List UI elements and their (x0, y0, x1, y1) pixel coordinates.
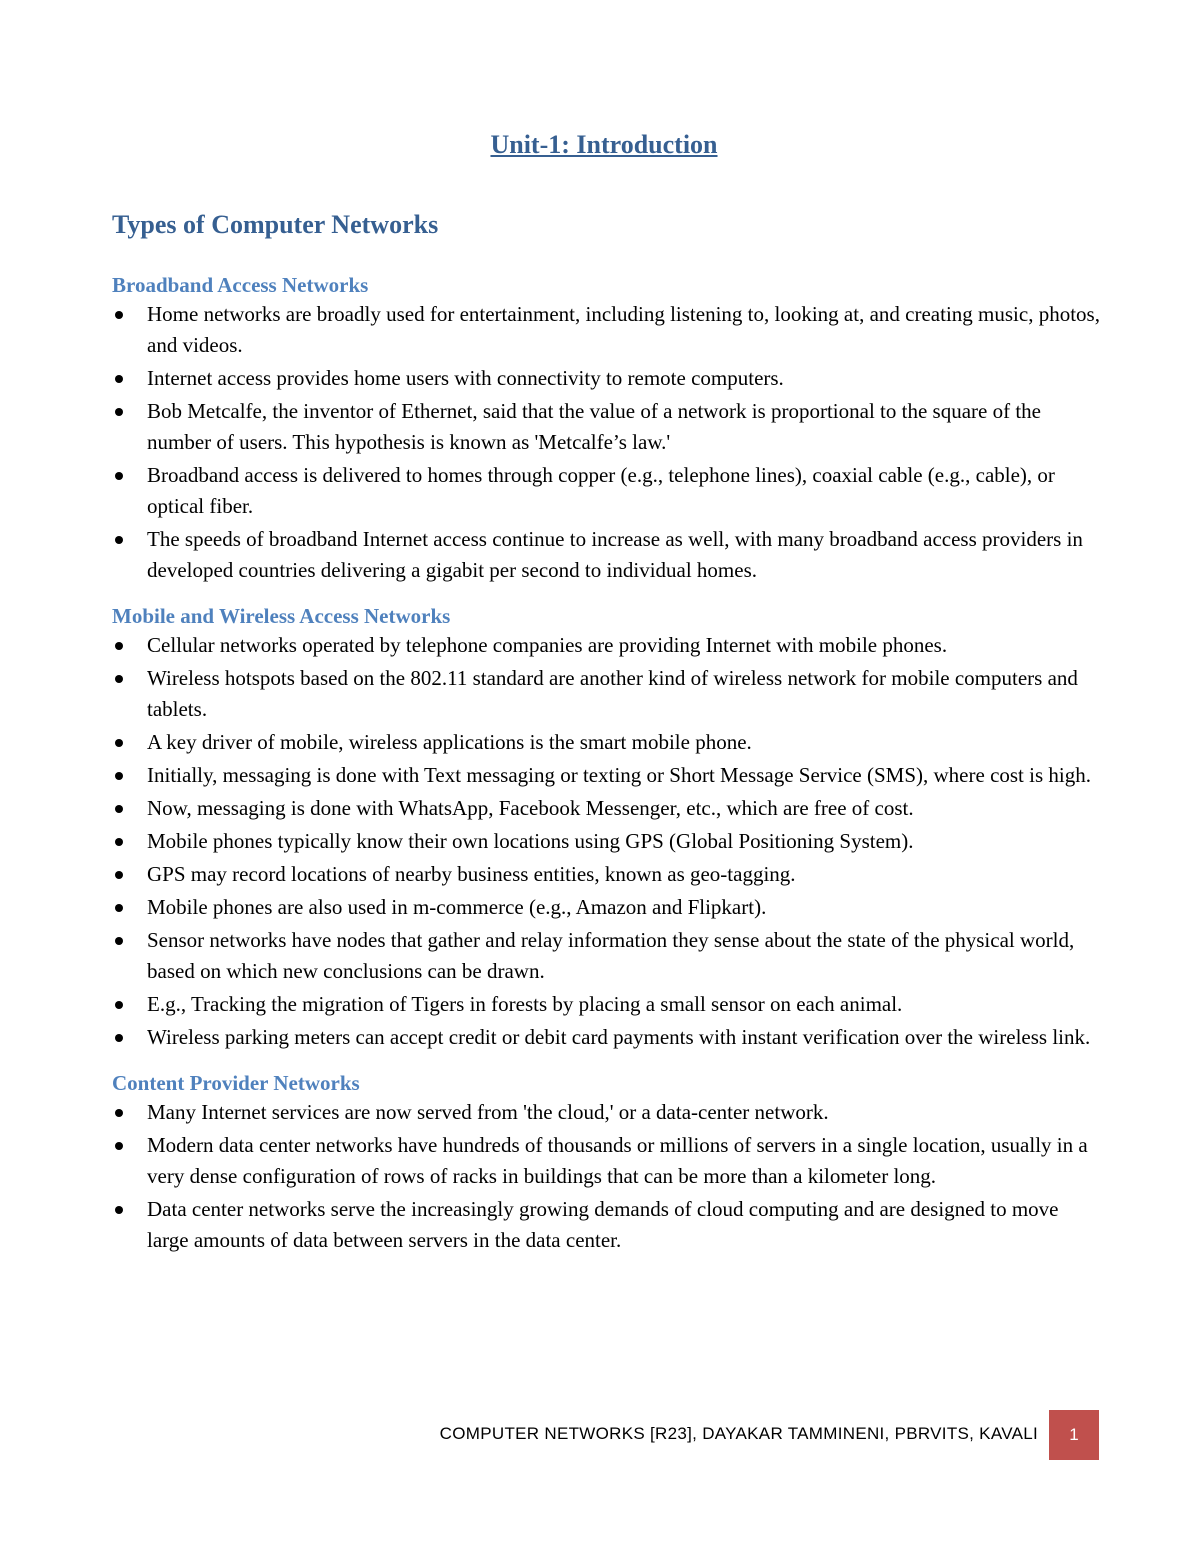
list-item (112, 299, 1102, 361)
section-heading: Broadband Access Networks (112, 273, 369, 297)
bullet-icon (115, 805, 123, 813)
list-item (112, 760, 1102, 791)
page-footer (0, 1410, 1200, 1460)
list-item-text: Data center networks serve the increasingly growing demands of cloud computing and are designed to move large amounts of data between servers in the data center. (147, 1197, 1059, 1252)
section (112, 602, 1102, 1053)
list-item (112, 663, 1102, 725)
section-heading: Content Provider Networks (112, 1071, 360, 1095)
bullet-icon (115, 642, 123, 650)
bullet-icon (115, 375, 123, 383)
bullet-icon (115, 408, 123, 416)
bullet-icon (115, 1109, 123, 1117)
bullet-icon (115, 937, 123, 945)
list-item (112, 1194, 1102, 1256)
bullet-icon (115, 904, 123, 912)
document-body (112, 205, 1102, 1272)
list-item-text: E.g., Tracking the migration of Tigers in forests by placing a small sensor on each animal. (147, 992, 903, 1016)
list-item (112, 363, 1102, 394)
bullet-list (112, 299, 1102, 586)
list-item (112, 524, 1102, 586)
list-item (112, 793, 1102, 824)
section (112, 271, 1102, 586)
list-item-text: Many Internet services are now served from 'the cloud,' or a data-center network. (147, 1100, 829, 1124)
list-item-text: Modern data center networks have hundreds of thousands or millions of servers in a single location, usually in a very dense configuration of rows of racks in buildings that can be more than a kilometer long. (147, 1133, 1088, 1188)
list-item (112, 892, 1102, 923)
section (112, 1069, 1102, 1256)
list-item (112, 1022, 1102, 1053)
bullet-icon (115, 472, 123, 480)
list-item-text: Wireless hotspots based on the 802.11 standard are another kind of wireless network for mobile computers and tablets. (147, 666, 1078, 721)
list-item-text: Mobile phones are also used in m-commerce (e.g., Amazon and Flipkart). (147, 895, 767, 919)
bullet-icon (115, 311, 123, 319)
bullet-icon (115, 675, 123, 683)
bullet-icon (115, 1142, 123, 1150)
list-item-text: Broadband access is delivered to homes through copper (e.g., telephone lines), coaxial cable (e.g., cable), or optical fiber. (147, 463, 1055, 518)
list-item-text: GPS may record locations of nearby business entities, known as geo-tagging. (147, 862, 796, 886)
list-item (112, 396, 1102, 458)
list-item-text: Bob Metcalfe, the inventor of Ethernet, said that the value of a network is proportional to the square of the number of users. This hypothesis is known as 'Metcalfe’s law.' (147, 399, 1041, 454)
list-item-text: Internet access provides home users with connectivity to remote computers. (147, 366, 784, 390)
list-item-text: Now, messaging is done with WhatsApp, Facebook Messenger, etc., which are free of cost. (147, 796, 914, 820)
bullet-icon (115, 739, 123, 747)
bullet-icon (115, 871, 123, 879)
list-item-text: A key driver of mobile, wireless applications is the smart mobile phone. (147, 730, 752, 754)
list-item (112, 727, 1102, 758)
list-item-text: Home networks are broadly used for entertainment, including listening to, looking at, and creating music, photos, and videos. (147, 302, 1100, 357)
list-item (112, 1130, 1102, 1192)
list-item (112, 1097, 1102, 1128)
list-item (112, 859, 1102, 890)
bullet-list (112, 630, 1102, 1053)
bullet-icon (115, 838, 123, 846)
list-item (112, 925, 1102, 987)
bullet-list (112, 1097, 1102, 1256)
bullet-icon (115, 772, 123, 780)
footer-text: COMPUTER NETWORKS [R23], DAYAKAR TAMMINENI, PBRVITS, KAVALI (439, 1424, 1038, 1443)
list-item-text: Cellular networks operated by telephone companies are providing Internet with mobile phones. (147, 633, 948, 657)
list-item-text: Initially, messaging is done with Text messaging or texting or Short Message Service (SMS), where cost is high. (147, 763, 1091, 787)
sections-container (112, 271, 1102, 1256)
list-item (112, 460, 1102, 522)
page-number-badge: 1 (1049, 1410, 1099, 1460)
document-heading: Types of Computer Networks (112, 210, 439, 239)
list-item-text: Sensor networks have nodes that gather and relay information they sense about the state of the physical world, based on which new conclusions can be drawn. (147, 928, 1075, 983)
bullet-icon (115, 536, 123, 544)
list-item-text: The speeds of broadband Internet access continue to increase as well, with many broadband access providers in developed countries delivering a gigabit per second to individual homes. (147, 527, 1083, 582)
bullet-icon (115, 1001, 123, 1009)
bullet-icon (115, 1034, 123, 1042)
bullet-icon (115, 1206, 123, 1214)
section-heading: Mobile and Wireless Access Networks (112, 604, 451, 628)
list-item-text: Wireless parking meters can accept credit or debit card payments with instant verification over the wireless link. (147, 1025, 1091, 1049)
unit-title: Unit-1: Introduction (490, 130, 718, 159)
list-item (112, 826, 1102, 857)
list-item-text: Mobile phones typically know their own locations using GPS (Global Positioning System). (147, 829, 914, 853)
list-item (112, 989, 1102, 1020)
list-item (112, 630, 1102, 661)
